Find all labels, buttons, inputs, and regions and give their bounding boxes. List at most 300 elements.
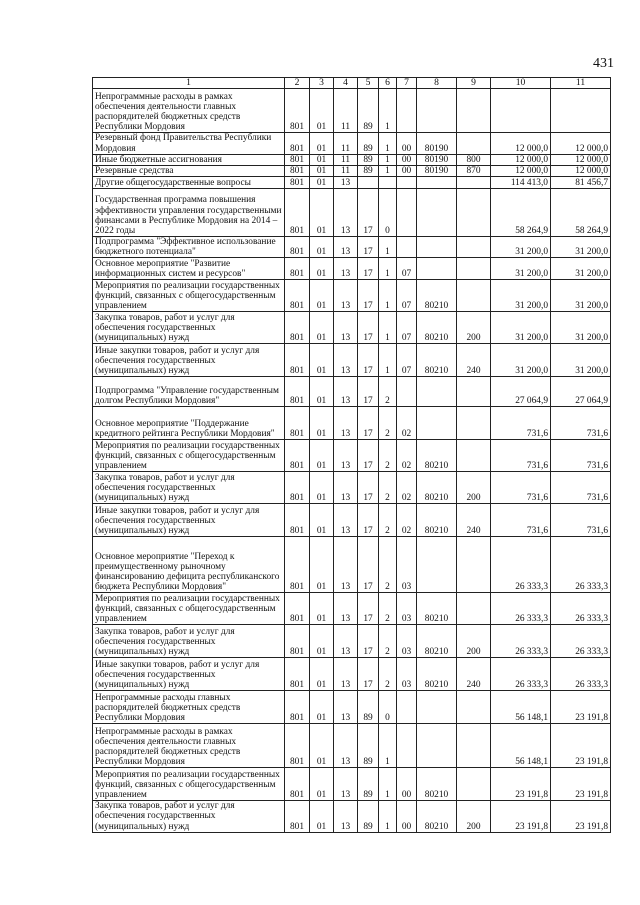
table-row — [93, 691, 611, 724]
direction-code-cell: 80210 — [417, 658, 457, 691]
subsection-code-cell: 13 — [334, 440, 358, 472]
table-row — [93, 504, 611, 537]
amount-year-2-cell: 26 333,3 — [551, 593, 611, 625]
amount-year-1-cell: 12 000,0 — [491, 154, 551, 165]
subsection-code-cell: 13 — [334, 280, 358, 312]
subprogram-code-cell: 1 — [379, 768, 397, 801]
page-number: 431 — [593, 56, 614, 71]
ministry-code-cell: 801 — [285, 801, 310, 832]
amount-year-1-cell: 31 200,0 — [491, 258, 551, 280]
item-name-cell: Непрограммные расходы в рамках обеспечения деятельности главных распорядителей бюджетных средств Республики Мордовия — [93, 89, 285, 133]
subprogram-code-cell: 1 — [379, 89, 397, 133]
activity-code-cell: 00 — [397, 133, 417, 154]
ministry-code-cell: 801 — [285, 176, 310, 188]
direction-code-cell: 80210 — [417, 504, 457, 537]
section-code-cell: 01 — [310, 377, 334, 407]
section-code-cell: 01 — [310, 724, 334, 768]
header-cell-4: 4 — [334, 78, 358, 89]
activity-code-cell: 00 — [397, 801, 417, 832]
item-name-cell: Основное мероприятие "Поддержание кредитного рейтинга Республики Мордовия" — [93, 407, 285, 440]
item-name-cell: Иные бюджетные ассигнования — [93, 154, 285, 165]
direction-code-cell — [417, 724, 457, 768]
table-row — [93, 89, 611, 133]
section-code-cell: 01 — [310, 344, 334, 377]
program-code-cell: 89 — [358, 165, 379, 176]
activity-code-cell: 07 — [397, 258, 417, 280]
activity-code-cell: 07 — [397, 280, 417, 312]
activity-code-cell — [397, 236, 417, 257]
activity-code-cell: 02 — [397, 440, 417, 472]
direction-code-cell — [417, 176, 457, 188]
expense-type-code-cell — [457, 691, 491, 724]
amount-year-1-cell: 31 200,0 — [491, 280, 551, 312]
activity-code-cell: 07 — [397, 344, 417, 377]
subsection-code-cell: 13 — [334, 377, 358, 407]
direction-code-cell: 80210 — [417, 280, 457, 312]
amount-year-2-cell: 731,6 — [551, 504, 611, 537]
ministry-code-cell: 801 — [285, 312, 310, 344]
ministry-code-cell: 801 — [285, 165, 310, 176]
amount-year-1-cell: 731,6 — [491, 504, 551, 537]
item-name-cell: Резервные средства — [93, 165, 285, 176]
expense-type-code-cell — [457, 188, 491, 236]
item-name-cell: Мероприятия по реализации государственных функций, связанных с общегосударственным управлением — [93, 440, 285, 472]
section-code-cell: 01 — [310, 625, 334, 658]
table-row — [93, 312, 611, 344]
amount-year-1-cell: 26 333,3 — [491, 537, 551, 593]
expense-type-code-cell — [457, 768, 491, 801]
header-cell-1: 1 — [93, 78, 285, 89]
subprogram-code-cell: 2 — [379, 440, 397, 472]
header-cell-7: 7 — [397, 78, 417, 89]
direction-code-cell — [417, 537, 457, 593]
header-row — [93, 78, 611, 89]
direction-code-cell — [417, 407, 457, 440]
amount-year-1-cell — [491, 89, 551, 133]
program-code-cell: 89 — [358, 801, 379, 832]
subprogram-code-cell: 2 — [379, 504, 397, 537]
amount-year-2-cell: 23 191,8 — [551, 801, 611, 832]
activity-code-cell: 03 — [397, 537, 417, 593]
program-code-cell: 17 — [358, 407, 379, 440]
program-code-cell: 89 — [358, 154, 379, 165]
amount-year-1-cell: 114 413,0 — [491, 176, 551, 188]
amount-year-2-cell: 27 064,9 — [551, 377, 611, 407]
subprogram-code-cell: 0 — [379, 188, 397, 236]
amount-year-2-cell: 81 456,7 — [551, 176, 611, 188]
table-row — [93, 176, 611, 188]
subprogram-code-cell: 1 — [379, 154, 397, 165]
item-name-cell: Непрограммные расходы главных распорядителей бюджетных средств Республики Мордовия — [93, 691, 285, 724]
header-cell-2: 2 — [285, 78, 310, 89]
header-cell-11: 11 — [551, 78, 611, 89]
section-code-cell: 01 — [310, 165, 334, 176]
subprogram-code-cell: 0 — [379, 691, 397, 724]
program-code-cell: 17 — [358, 312, 379, 344]
header-cell-9: 9 — [457, 78, 491, 89]
subprogram-code-cell: 2 — [379, 593, 397, 625]
subsection-code-cell: 13 — [334, 258, 358, 280]
expense-type-code-cell — [457, 537, 491, 593]
amount-year-1-cell: 731,6 — [491, 440, 551, 472]
activity-code-cell: 02 — [397, 472, 417, 504]
ministry-code-cell: 801 — [285, 658, 310, 691]
activity-code-cell: 03 — [397, 625, 417, 658]
section-code-cell: 01 — [310, 593, 334, 625]
subsection-code-cell: 13 — [334, 801, 358, 832]
subprogram-code-cell: 1 — [379, 724, 397, 768]
item-name-cell: Подпрограмма "Эффективное использование бюджетного потенциала" — [93, 236, 285, 257]
table-row — [93, 724, 611, 768]
ministry-code-cell: 801 — [285, 344, 310, 377]
subsection-code-cell: 13 — [334, 312, 358, 344]
expense-type-code-cell — [457, 176, 491, 188]
ministry-code-cell: 801 — [285, 504, 310, 537]
amount-year-2-cell: 26 333,3 — [551, 625, 611, 658]
subsection-code-cell: 13 — [334, 768, 358, 801]
table-row — [93, 537, 611, 593]
subprogram-code-cell: 2 — [379, 377, 397, 407]
amount-year-2-cell: 26 333,3 — [551, 537, 611, 593]
header-cell-6: 6 — [379, 78, 397, 89]
section-code-cell: 01 — [310, 280, 334, 312]
subsection-code-cell: 11 — [334, 133, 358, 154]
subsection-code-cell: 13 — [334, 537, 358, 593]
activity-code-cell — [397, 377, 417, 407]
expense-type-code-cell: 870 — [457, 165, 491, 176]
subprogram-code-cell: 2 — [379, 658, 397, 691]
activity-code-cell: 00 — [397, 165, 417, 176]
table-row — [93, 407, 611, 440]
ministry-code-cell: 801 — [285, 472, 310, 504]
ministry-code-cell: 801 — [285, 280, 310, 312]
subsection-code-cell: 13 — [334, 593, 358, 625]
subprogram-code-cell: 2 — [379, 537, 397, 593]
program-code-cell: 89 — [358, 768, 379, 801]
amount-year-2-cell: 58 264,9 — [551, 188, 611, 236]
expense-type-code-cell: 200 — [457, 801, 491, 832]
activity-code-cell — [397, 188, 417, 236]
table-row — [93, 236, 611, 257]
expense-type-code-cell — [457, 377, 491, 407]
activity-code-cell: 03 — [397, 658, 417, 691]
activity-code-cell: 00 — [397, 768, 417, 801]
program-code-cell: 17 — [358, 504, 379, 537]
direction-code-cell — [417, 377, 457, 407]
expense-type-code-cell — [457, 236, 491, 257]
direction-code-cell — [417, 188, 457, 236]
amount-year-2-cell: 12 000,0 — [551, 133, 611, 154]
amount-year-1-cell: 23 191,8 — [491, 801, 551, 832]
subsection-code-cell: 13 — [334, 472, 358, 504]
section-code-cell: 01 — [310, 691, 334, 724]
ministry-code-cell: 801 — [285, 236, 310, 257]
subprogram-code-cell: 2 — [379, 625, 397, 658]
amount-year-2-cell: 31 200,0 — [551, 236, 611, 257]
direction-code-cell — [417, 89, 457, 133]
amount-year-2-cell — [551, 89, 611, 133]
header-cell-3: 3 — [310, 78, 334, 89]
amount-year-2-cell: 23 191,8 — [551, 724, 611, 768]
subsection-code-cell: 13 — [334, 658, 358, 691]
ministry-code-cell: 801 — [285, 133, 310, 154]
table-row — [93, 133, 611, 154]
program-code-cell: 17 — [358, 258, 379, 280]
subsection-code-cell: 13 — [334, 691, 358, 724]
amount-year-1-cell: 31 200,0 — [491, 236, 551, 257]
subsection-code-cell: 13 — [334, 504, 358, 537]
subsection-code-cell: 13 — [334, 625, 358, 658]
subprogram-code-cell: 1 — [379, 801, 397, 832]
table-row — [93, 768, 611, 801]
ministry-code-cell: 801 — [285, 89, 310, 133]
section-code-cell: 01 — [310, 312, 334, 344]
budget-table — [92, 77, 611, 833]
subprogram-code-cell: 1 — [379, 236, 397, 257]
activity-code-cell — [397, 724, 417, 768]
subprogram-code-cell: 1 — [379, 133, 397, 154]
table-row — [93, 658, 611, 691]
expense-type-code-cell: 200 — [457, 472, 491, 504]
amount-year-1-cell: 27 064,9 — [491, 377, 551, 407]
table-row — [93, 154, 611, 165]
activity-code-cell — [397, 691, 417, 724]
ministry-code-cell: 801 — [285, 625, 310, 658]
expense-type-code-cell — [457, 724, 491, 768]
ministry-code-cell: 801 — [285, 440, 310, 472]
section-code-cell: 01 — [310, 504, 334, 537]
ministry-code-cell: 801 — [285, 258, 310, 280]
ministry-code-cell: 801 — [285, 593, 310, 625]
direction-code-cell: 80210 — [417, 440, 457, 472]
subsection-code-cell: 13 — [334, 724, 358, 768]
table-row — [93, 188, 611, 236]
expense-type-code-cell — [457, 258, 491, 280]
direction-code-cell: 80190 — [417, 165, 457, 176]
program-code-cell: 17 — [358, 236, 379, 257]
amount-year-2-cell: 23 191,8 — [551, 768, 611, 801]
table-row — [93, 593, 611, 625]
amount-year-2-cell: 31 200,0 — [551, 344, 611, 377]
activity-code-cell: 02 — [397, 504, 417, 537]
expense-type-code-cell: 240 — [457, 344, 491, 377]
item-name-cell: Мероприятия по реализации государственных функций, связанных с общегосударственным управлением — [93, 768, 285, 801]
ministry-code-cell: 801 — [285, 537, 310, 593]
item-name-cell: Основное мероприятие "Переход к преимущественному рыночному финансированию дефицита республиканского бюджета Республики Мордовия" — [93, 537, 285, 593]
program-code-cell: 17 — [358, 440, 379, 472]
amount-year-2-cell: 31 200,0 — [551, 258, 611, 280]
program-code-cell: 89 — [358, 724, 379, 768]
amount-year-1-cell: 26 333,3 — [491, 625, 551, 658]
expense-type-code-cell — [457, 593, 491, 625]
expense-type-code-cell: 800 — [457, 154, 491, 165]
program-code-cell: 17 — [358, 472, 379, 504]
amount-year-2-cell: 731,6 — [551, 472, 611, 504]
subsection-code-cell: 11 — [334, 154, 358, 165]
program-code-cell: 17 — [358, 625, 379, 658]
section-code-cell: 01 — [310, 472, 334, 504]
table-row — [93, 344, 611, 377]
amount-year-1-cell: 56 148,1 — [491, 724, 551, 768]
program-code-cell: 17 — [358, 537, 379, 593]
item-name-cell: Непрограммные расходы в рамках обеспечения деятельности главных распорядителей бюджетных средств Республики Мордовия — [93, 724, 285, 768]
subprogram-code-cell: 1 — [379, 258, 397, 280]
subprogram-code-cell: 1 — [379, 312, 397, 344]
header-cell-5: 5 — [358, 78, 379, 89]
program-code-cell: 89 — [358, 89, 379, 133]
expense-type-code-cell: 200 — [457, 625, 491, 658]
table-row — [93, 377, 611, 407]
direction-code-cell: 80210 — [417, 593, 457, 625]
section-code-cell: 01 — [310, 89, 334, 133]
item-name-cell: Резервный фонд Правительства Республики Мордовия — [93, 133, 285, 154]
direction-code-cell — [417, 258, 457, 280]
subsection-code-cell: 13 — [334, 344, 358, 377]
section-code-cell: 01 — [310, 658, 334, 691]
direction-code-cell: 80210 — [417, 768, 457, 801]
item-name-cell: Закупка товаров, работ и услуг для обеспечения государственных (муниципальных) нужд — [93, 312, 285, 344]
section-code-cell: 01 — [310, 801, 334, 832]
subprogram-code-cell: 1 — [379, 165, 397, 176]
ministry-code-cell: 801 — [285, 154, 310, 165]
activity-code-cell — [397, 89, 417, 133]
program-code-cell: 17 — [358, 188, 379, 236]
table-row — [93, 258, 611, 280]
program-code-cell: 17 — [358, 344, 379, 377]
subsection-code-cell: 13 — [334, 176, 358, 188]
item-name-cell: Иные закупки товаров, работ и услуг для обеспечения государственных (муниципальных) нужд — [93, 504, 285, 537]
item-name-cell: Закупка товаров, работ и услуг для обеспечения государственных (муниципальных) нужд — [93, 801, 285, 832]
item-name-cell: Мероприятия по реализации государственных функций, связанных с общегосударственным управлением — [93, 280, 285, 312]
expense-type-code-cell — [457, 280, 491, 312]
section-code-cell: 01 — [310, 154, 334, 165]
subprogram-code-cell: 2 — [379, 407, 397, 440]
item-name-cell: Закупка товаров, работ и услуг для обеспечения государственных (муниципальных) нужд — [93, 472, 285, 504]
section-code-cell: 01 — [310, 407, 334, 440]
subsection-code-cell: 13 — [334, 236, 358, 257]
section-code-cell: 01 — [310, 176, 334, 188]
amount-year-1-cell: 731,6 — [491, 407, 551, 440]
amount-year-1-cell: 23 191,8 — [491, 768, 551, 801]
table-row — [93, 165, 611, 176]
direction-code-cell: 80210 — [417, 344, 457, 377]
subprogram-code-cell: 1 — [379, 280, 397, 312]
ministry-code-cell: 801 — [285, 768, 310, 801]
header-cell-8: 8 — [417, 78, 457, 89]
amount-year-2-cell: 731,6 — [551, 407, 611, 440]
amount-year-1-cell: 56 148,1 — [491, 691, 551, 724]
expense-type-code-cell: 240 — [457, 658, 491, 691]
subsection-code-cell: 13 — [334, 407, 358, 440]
direction-code-cell: 80210 — [417, 472, 457, 504]
activity-code-cell: 07 — [397, 312, 417, 344]
amount-year-2-cell: 12 000,0 — [551, 154, 611, 165]
amount-year-2-cell: 23 191,8 — [551, 691, 611, 724]
program-code-cell: 89 — [358, 133, 379, 154]
direction-code-cell: 80210 — [417, 801, 457, 832]
section-code-cell: 01 — [310, 440, 334, 472]
section-code-cell: 01 — [310, 133, 334, 154]
item-name-cell: Иные закупки товаров, работ и услуг для обеспечения государственных (муниципальных) нужд — [93, 344, 285, 377]
program-code-cell: 17 — [358, 280, 379, 312]
direction-code-cell: 80210 — [417, 625, 457, 658]
ministry-code-cell: 801 — [285, 407, 310, 440]
subsection-code-cell: 13 — [334, 188, 358, 236]
program-code-cell — [358, 176, 379, 188]
amount-year-2-cell: 731,6 — [551, 440, 611, 472]
table-row — [93, 801, 611, 832]
subsection-code-cell: 11 — [334, 165, 358, 176]
program-code-cell: 17 — [358, 377, 379, 407]
direction-code-cell — [417, 236, 457, 257]
direction-code-cell: 80190 — [417, 154, 457, 165]
expense-type-code-cell: 240 — [457, 504, 491, 537]
expense-type-code-cell: 200 — [457, 312, 491, 344]
item-name-cell: Основное мероприятие "Развитие информационных систем и ресурсов" — [93, 258, 285, 280]
program-code-cell: 17 — [358, 658, 379, 691]
subprogram-code-cell — [379, 176, 397, 188]
activity-code-cell: 02 — [397, 407, 417, 440]
amount-year-1-cell: 26 333,3 — [491, 658, 551, 691]
table-row — [93, 625, 611, 658]
table-row — [93, 280, 611, 312]
header-cell-10: 10 — [491, 78, 551, 89]
ministry-code-cell: 801 — [285, 188, 310, 236]
direction-code-cell — [417, 691, 457, 724]
expense-type-code-cell — [457, 133, 491, 154]
amount-year-1-cell: 31 200,0 — [491, 344, 551, 377]
activity-code-cell: 03 — [397, 593, 417, 625]
amount-year-1-cell: 12 000,0 — [491, 133, 551, 154]
amount-year-1-cell: 12 000,0 — [491, 165, 551, 176]
program-code-cell: 17 — [358, 593, 379, 625]
expense-type-code-cell — [457, 407, 491, 440]
amount-year-1-cell: 731,6 — [491, 472, 551, 504]
ministry-code-cell: 801 — [285, 724, 310, 768]
amount-year-2-cell: 12 000,0 — [551, 165, 611, 176]
item-name-cell: Иные закупки товаров, работ и услуг для обеспечения государственных (муниципальных) нужд — [93, 658, 285, 691]
section-code-cell: 01 — [310, 258, 334, 280]
item-name-cell: Государственная программа повышения эффективности управления государственными финансами в Республике Мордовия на 2014 – 2022 годы — [93, 188, 285, 236]
item-name-cell: Закупка товаров, работ и услуг для обеспечения государственных (муниципальных) нужд — [93, 625, 285, 658]
amount-year-1-cell: 58 264,9 — [491, 188, 551, 236]
item-name-cell: Мероприятия по реализации государственных функций, связанных с общегосударственным управлением — [93, 593, 285, 625]
section-code-cell: 01 — [310, 537, 334, 593]
table-row — [93, 440, 611, 472]
section-code-cell: 01 — [310, 236, 334, 257]
direction-code-cell: 80190 — [417, 133, 457, 154]
program-code-cell: 89 — [358, 691, 379, 724]
expense-type-code-cell — [457, 440, 491, 472]
expense-type-code-cell — [457, 89, 491, 133]
item-name-cell: Другие общегосударственные вопросы — [93, 176, 285, 188]
subprogram-code-cell: 1 — [379, 344, 397, 377]
ministry-code-cell: 801 — [285, 377, 310, 407]
amount-year-1-cell: 31 200,0 — [491, 312, 551, 344]
section-code-cell: 01 — [310, 768, 334, 801]
activity-code-cell — [397, 176, 417, 188]
item-name-cell: Подпрограмма "Управление государственным долгом Республики Мордовия" — [93, 377, 285, 407]
amount-year-2-cell: 31 200,0 — [551, 280, 611, 312]
subsection-code-cell: 11 — [334, 89, 358, 133]
subprogram-code-cell: 2 — [379, 472, 397, 504]
section-code-cell: 01 — [310, 188, 334, 236]
activity-code-cell: 00 — [397, 154, 417, 165]
amount-year-2-cell: 26 333,3 — [551, 658, 611, 691]
amount-year-2-cell: 31 200,0 — [551, 312, 611, 344]
amount-year-1-cell: 26 333,3 — [491, 593, 551, 625]
ministry-code-cell: 801 — [285, 691, 310, 724]
